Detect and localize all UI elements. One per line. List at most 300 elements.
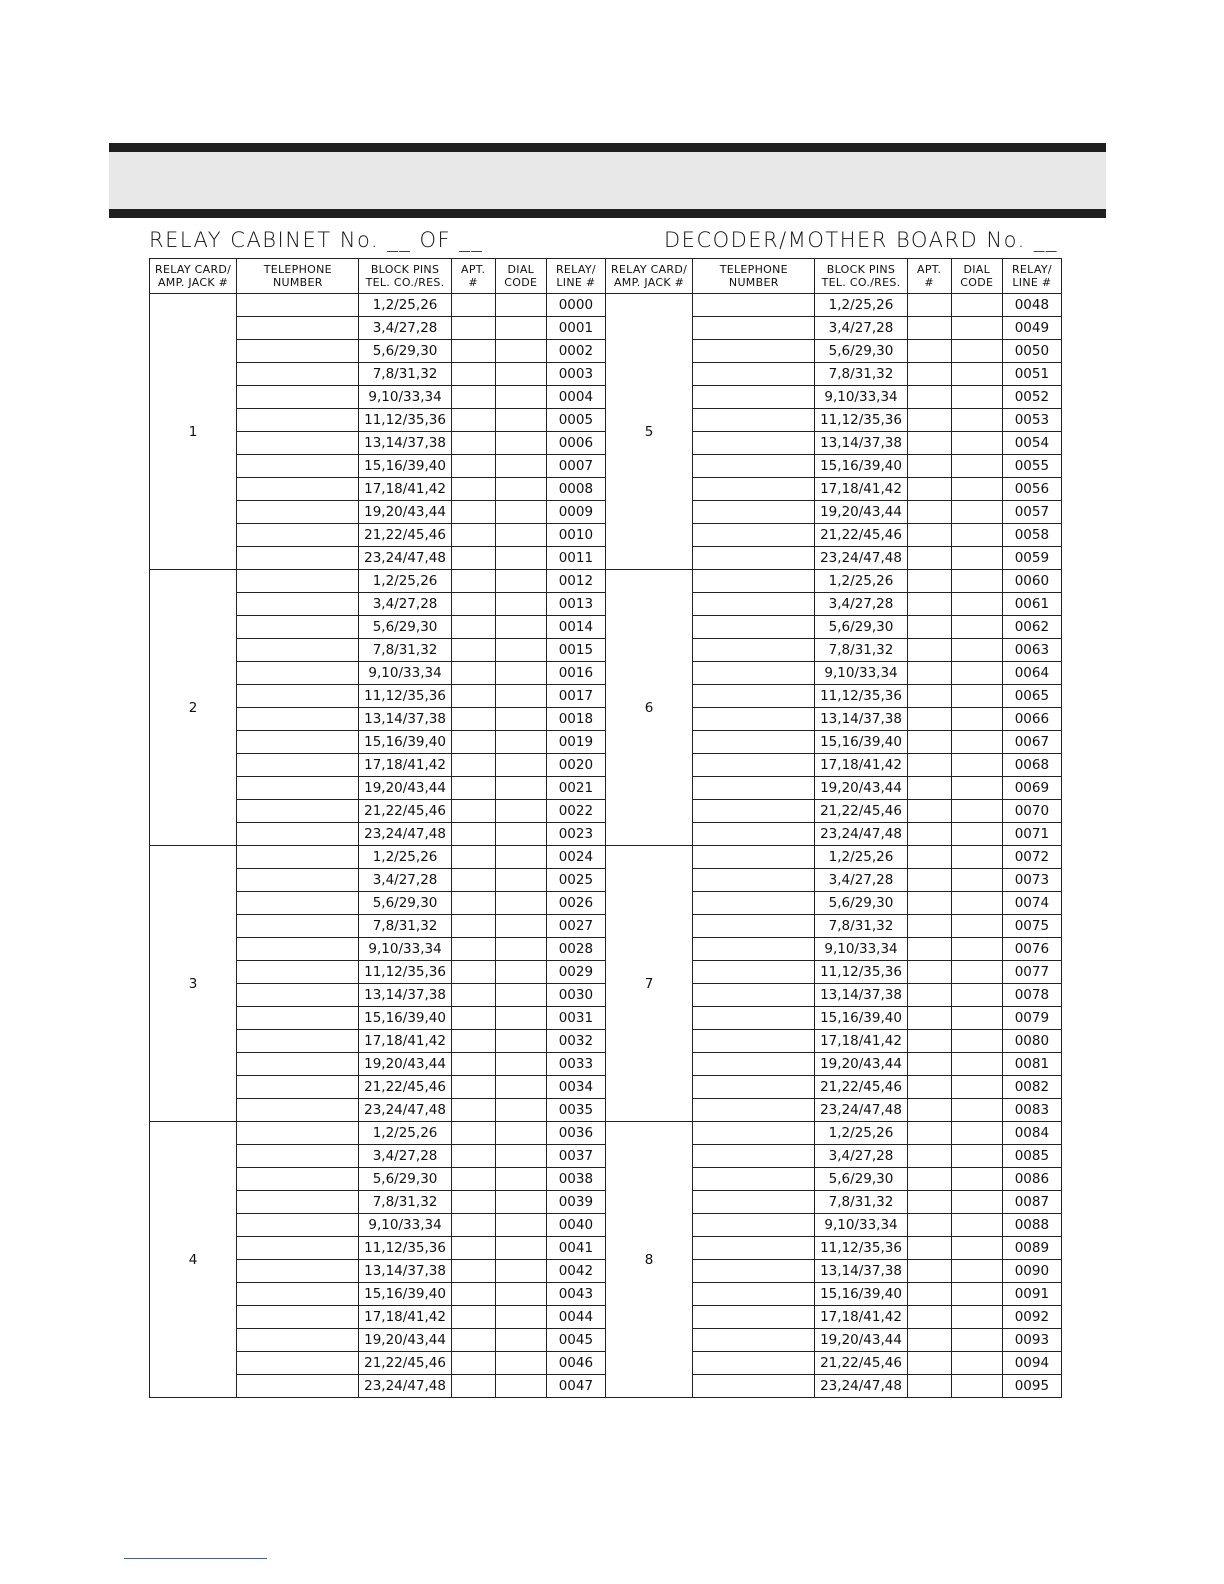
dial-code-field[interactable] — [495, 478, 546, 501]
dial-code-field[interactable] — [951, 754, 1002, 777]
apt-number-field[interactable] — [907, 1237, 951, 1260]
apt-number-field[interactable] — [451, 616, 495, 639]
telephone-number-field[interactable] — [237, 800, 359, 823]
apt-number-field[interactable] — [451, 1007, 495, 1030]
dial-code-field[interactable] — [495, 1283, 546, 1306]
apt-number-field[interactable] — [451, 1283, 495, 1306]
dial-code-field[interactable] — [951, 1122, 1002, 1145]
apt-number-field[interactable] — [451, 846, 495, 869]
dial-code-field[interactable] — [951, 1214, 1002, 1237]
telephone-number-field[interactable] — [237, 524, 359, 547]
dial-code-field[interactable] — [951, 501, 1002, 524]
telephone-number-field[interactable] — [237, 1076, 359, 1099]
apt-number-field[interactable] — [907, 754, 951, 777]
apt-number-field[interactable] — [907, 1306, 951, 1329]
apt-number-field[interactable] — [451, 984, 495, 1007]
apt-number-field[interactable] — [451, 432, 495, 455]
dial-code-field[interactable] — [951, 984, 1002, 1007]
apt-number-field[interactable] — [451, 317, 495, 340]
telephone-number-field[interactable] — [237, 846, 359, 869]
telephone-number-field[interactable] — [693, 1007, 815, 1030]
apt-number-field[interactable] — [907, 294, 951, 317]
apt-number-field[interactable] — [451, 1099, 495, 1122]
dial-code-field[interactable] — [951, 570, 1002, 593]
block-pins-cell: 23,24/47,48 — [815, 823, 907, 846]
telephone-number-field[interactable] — [693, 1122, 815, 1145]
apt-number-field[interactable] — [451, 961, 495, 984]
dial-code-field[interactable] — [951, 1007, 1002, 1030]
apt-number-field[interactable] — [451, 800, 495, 823]
telephone-number-field[interactable] — [693, 708, 815, 731]
relay-line-cell: 0039 — [546, 1191, 605, 1214]
telephone-number-field[interactable] — [693, 547, 815, 570]
telephone-number-field[interactable] — [693, 846, 815, 869]
dial-code-field[interactable] — [495, 570, 546, 593]
telephone-number-field[interactable] — [693, 432, 815, 455]
apt-number-field[interactable] — [907, 432, 951, 455]
apt-number-field[interactable] — [451, 294, 495, 317]
telephone-number-field[interactable] — [693, 317, 815, 340]
dial-code-field[interactable] — [951, 1375, 1002, 1398]
telephone-number-field[interactable] — [237, 455, 359, 478]
dial-code-field[interactable] — [495, 662, 546, 685]
telephone-number-field[interactable] — [237, 708, 359, 731]
apt-number-field[interactable] — [451, 777, 495, 800]
apt-number-field[interactable] — [451, 823, 495, 846]
dial-code-field[interactable] — [495, 1053, 546, 1076]
telephone-number-field[interactable] — [237, 1191, 359, 1214]
dial-code-field[interactable] — [951, 1076, 1002, 1099]
apt-number-field[interactable] — [907, 1053, 951, 1076]
apt-number-field[interactable] — [451, 1260, 495, 1283]
apt-number-field[interactable] — [907, 662, 951, 685]
dial-code-field[interactable] — [495, 846, 546, 869]
telephone-number-field[interactable] — [237, 1237, 359, 1260]
telephone-number-field[interactable] — [237, 501, 359, 524]
table-row — [150, 846, 1062, 869]
telephone-number-field[interactable] — [693, 1168, 815, 1191]
dial-code-field[interactable] — [495, 593, 546, 616]
telephone-number-field[interactable] — [237, 869, 359, 892]
telephone-number-field[interactable] — [237, 593, 359, 616]
dial-code-field[interactable] — [495, 823, 546, 846]
apt-number-field[interactable] — [907, 1122, 951, 1145]
dial-code-field[interactable] — [951, 386, 1002, 409]
telephone-number-field[interactable] — [237, 731, 359, 754]
telephone-number-field[interactable] — [693, 938, 815, 961]
dial-code-field[interactable] — [951, 708, 1002, 731]
apt-number-field[interactable] — [451, 547, 495, 570]
telephone-number-field[interactable] — [237, 294, 359, 317]
apt-number-field[interactable] — [451, 1306, 495, 1329]
apt-number-field[interactable] — [451, 1214, 495, 1237]
dial-code-field[interactable] — [495, 409, 546, 432]
telephone-number-field[interactable] — [693, 1283, 815, 1306]
block-pins-cell: 9,10/33,34 — [815, 662, 907, 685]
apt-number-field[interactable] — [907, 547, 951, 570]
apt-number-field[interactable] — [907, 846, 951, 869]
dial-code-field[interactable] — [951, 1306, 1002, 1329]
apt-number-field[interactable] — [451, 570, 495, 593]
dial-code-field[interactable] — [951, 455, 1002, 478]
dial-code-field[interactable] — [951, 846, 1002, 869]
apt-number-field[interactable] — [451, 1352, 495, 1375]
apt-number-field[interactable] — [451, 662, 495, 685]
telephone-number-field[interactable] — [693, 478, 815, 501]
dial-code-field[interactable] — [495, 317, 546, 340]
apt-number-field[interactable] — [907, 800, 951, 823]
apt-number-field[interactable] — [907, 570, 951, 593]
dial-code-field[interactable] — [951, 294, 1002, 317]
block-pins-cell: 21,22/45,46 — [815, 524, 907, 547]
relay-line-cell: 0025 — [546, 869, 605, 892]
telephone-number-field[interactable] — [693, 1053, 815, 1076]
apt-number-field[interactable] — [907, 1191, 951, 1214]
telephone-number-field[interactable] — [237, 409, 359, 432]
telephone-number-field[interactable] — [693, 984, 815, 1007]
dial-code-field[interactable] — [495, 685, 546, 708]
dial-code-field[interactable] — [495, 1007, 546, 1030]
dial-code-field[interactable] — [951, 915, 1002, 938]
telephone-number-field[interactable] — [237, 1375, 359, 1398]
apt-number-field[interactable] — [907, 340, 951, 363]
telephone-number-field[interactable] — [237, 1122, 359, 1145]
apt-number-field[interactable] — [451, 915, 495, 938]
dial-code-field[interactable] — [951, 1283, 1002, 1306]
telephone-number-field[interactable] — [237, 1260, 359, 1283]
telephone-number-field[interactable] — [237, 938, 359, 961]
telephone-number-field[interactable] — [237, 915, 359, 938]
apt-number-field[interactable] — [907, 938, 951, 961]
telephone-number-field[interactable] — [693, 1306, 815, 1329]
apt-number-field[interactable] — [907, 1352, 951, 1375]
apt-number-field[interactable] — [451, 639, 495, 662]
apt-number-field[interactable] — [907, 1283, 951, 1306]
telephone-number-field[interactable] — [237, 823, 359, 846]
apt-number-field[interactable] — [907, 1375, 951, 1398]
dial-code-field[interactable] — [951, 1352, 1002, 1375]
dial-code-field[interactable] — [495, 731, 546, 754]
dial-code-field[interactable] — [495, 639, 546, 662]
telephone-number-field[interactable] — [693, 892, 815, 915]
apt-number-field[interactable] — [907, 616, 951, 639]
apt-number-field[interactable] — [451, 455, 495, 478]
telephone-number-field[interactable] — [693, 1191, 815, 1214]
apt-number-field[interactable] — [907, 363, 951, 386]
apt-number-field[interactable] — [907, 869, 951, 892]
dial-code-field[interactable] — [495, 524, 546, 547]
apt-number-field[interactable] — [451, 1076, 495, 1099]
dial-code-field[interactable] — [495, 1352, 546, 1375]
telephone-number-field[interactable] — [237, 432, 359, 455]
telephone-number-field[interactable] — [237, 317, 359, 340]
telephone-number-field[interactable] — [237, 984, 359, 1007]
dial-code-field[interactable] — [951, 892, 1002, 915]
apt-number-field[interactable] — [451, 1053, 495, 1076]
dial-code-field[interactable] — [951, 961, 1002, 984]
apt-number-field[interactable] — [451, 938, 495, 961]
block-pins-cell: 19,20/43,44 — [359, 777, 451, 800]
dial-code-field[interactable] — [951, 1053, 1002, 1076]
dial-code-field[interactable] — [495, 961, 546, 984]
telephone-number-field[interactable] — [693, 294, 815, 317]
apt-number-field[interactable] — [907, 984, 951, 1007]
apt-number-field[interactable] — [451, 731, 495, 754]
dial-code-field[interactable] — [951, 800, 1002, 823]
dial-code-field[interactable] — [495, 1168, 546, 1191]
telephone-number-field[interactable] — [237, 340, 359, 363]
telephone-number-field[interactable] — [237, 363, 359, 386]
dial-code-field[interactable] — [495, 1237, 546, 1260]
telephone-number-field[interactable] — [693, 662, 815, 685]
apt-number-field[interactable] — [451, 363, 495, 386]
dial-code-field[interactable] — [951, 1191, 1002, 1214]
telephone-number-field[interactable] — [237, 616, 359, 639]
telephone-number-field[interactable] — [237, 1283, 359, 1306]
telephone-number-field[interactable] — [237, 570, 359, 593]
apt-number-field[interactable] — [451, 892, 495, 915]
telephone-number-field[interactable] — [237, 1145, 359, 1168]
dial-code-field[interactable] — [495, 1030, 546, 1053]
apt-number-field[interactable] — [907, 1329, 951, 1352]
dial-code-field[interactable] — [495, 1099, 546, 1122]
dial-code-field[interactable] — [495, 1214, 546, 1237]
telephone-number-field[interactable] — [237, 892, 359, 915]
telephone-number-field[interactable] — [693, 639, 815, 662]
dial-code-field[interactable] — [951, 1237, 1002, 1260]
dial-code-field[interactable] — [495, 984, 546, 1007]
dial-code-field[interactable] — [495, 1329, 546, 1352]
dial-code-field[interactable] — [495, 432, 546, 455]
dial-code-field[interactable] — [495, 386, 546, 409]
telephone-number-field[interactable] — [693, 1214, 815, 1237]
dial-code-field[interactable] — [495, 800, 546, 823]
apt-number-field[interactable] — [451, 869, 495, 892]
dial-code-field[interactable] — [495, 363, 546, 386]
apt-number-field[interactable] — [907, 731, 951, 754]
apt-number-field[interactable] — [907, 478, 951, 501]
telephone-number-field[interactable] — [237, 547, 359, 570]
dial-code-field[interactable] — [951, 478, 1002, 501]
apt-number-field[interactable] — [907, 593, 951, 616]
dial-code-field[interactable] — [951, 616, 1002, 639]
telephone-number-field[interactable] — [237, 639, 359, 662]
dial-code-field[interactable] — [951, 593, 1002, 616]
dial-code-field[interactable] — [495, 892, 546, 915]
dial-code-field[interactable] — [951, 1030, 1002, 1053]
telephone-number-field[interactable] — [693, 501, 815, 524]
telephone-number-field[interactable] — [237, 1306, 359, 1329]
dial-code-field[interactable] — [495, 547, 546, 570]
apt-number-field[interactable] — [907, 823, 951, 846]
dial-code-field[interactable] — [951, 1168, 1002, 1191]
dial-code-field[interactable] — [495, 340, 546, 363]
telephone-number-field[interactable] — [693, 616, 815, 639]
relay-line-cell: 0088 — [1002, 1214, 1061, 1237]
apt-number-field[interactable] — [451, 593, 495, 616]
apt-number-field[interactable] — [907, 777, 951, 800]
dial-code-field[interactable] — [495, 1076, 546, 1099]
dial-code-field[interactable] — [495, 1122, 546, 1145]
apt-number-field[interactable] — [907, 961, 951, 984]
telephone-number-field[interactable] — [693, 1030, 815, 1053]
telephone-number-field[interactable] — [693, 455, 815, 478]
dial-code-field[interactable] — [951, 823, 1002, 846]
dial-code-field[interactable] — [951, 731, 1002, 754]
telephone-number-field[interactable] — [237, 961, 359, 984]
telephone-number-field[interactable] — [693, 524, 815, 547]
telephone-number-field[interactable] — [693, 1145, 815, 1168]
telephone-number-field[interactable] — [693, 1375, 815, 1398]
dial-code-field[interactable] — [951, 1260, 1002, 1283]
apt-number-field[interactable] — [907, 1260, 951, 1283]
dial-code-field[interactable] — [951, 409, 1002, 432]
dial-code-field[interactable] — [495, 777, 546, 800]
telephone-number-field[interactable] — [693, 409, 815, 432]
telephone-number-field[interactable] — [693, 777, 815, 800]
telephone-number-field[interactable] — [237, 754, 359, 777]
apt-number-field[interactable] — [907, 524, 951, 547]
telephone-number-field[interactable] — [693, 731, 815, 754]
apt-number-field[interactable] — [907, 1168, 951, 1191]
telephone-number-field[interactable] — [693, 340, 815, 363]
apt-number-field[interactable] — [451, 1168, 495, 1191]
dial-code-field[interactable] — [951, 639, 1002, 662]
dial-code-field[interactable] — [495, 1306, 546, 1329]
dial-code-field[interactable] — [951, 1145, 1002, 1168]
dial-code-field[interactable] — [951, 869, 1002, 892]
telephone-number-field[interactable] — [693, 593, 815, 616]
dial-code-field[interactable] — [951, 1329, 1002, 1352]
telephone-number-field[interactable] — [237, 478, 359, 501]
telephone-number-field[interactable] — [693, 754, 815, 777]
dial-code-field[interactable] — [951, 685, 1002, 708]
telephone-number-field[interactable] — [237, 1168, 359, 1191]
dial-code-field[interactable] — [495, 938, 546, 961]
apt-number-field[interactable] — [451, 1030, 495, 1053]
apt-number-field[interactable] — [451, 1237, 495, 1260]
telephone-number-field[interactable] — [237, 777, 359, 800]
apt-number-field[interactable] — [907, 892, 951, 915]
telephone-number-field[interactable] — [237, 1352, 359, 1375]
dial-code-field[interactable] — [951, 1099, 1002, 1122]
apt-number-field[interactable] — [907, 1007, 951, 1030]
apt-number-field[interactable] — [451, 1191, 495, 1214]
telephone-number-field[interactable] — [693, 386, 815, 409]
apt-number-field[interactable] — [907, 685, 951, 708]
dial-code-field[interactable] — [495, 1375, 546, 1398]
telephone-number-field[interactable] — [693, 869, 815, 892]
apt-number-field[interactable] — [451, 501, 495, 524]
telephone-number-field[interactable] — [693, 363, 815, 386]
dial-code-field[interactable] — [495, 616, 546, 639]
telephone-number-field[interactable] — [237, 386, 359, 409]
apt-number-field[interactable] — [451, 478, 495, 501]
dial-code-field[interactable] — [951, 938, 1002, 961]
apt-number-field[interactable] — [907, 455, 951, 478]
dial-code-field[interactable] — [951, 432, 1002, 455]
dial-code-field[interactable] — [495, 708, 546, 731]
telephone-number-field[interactable] — [693, 1099, 815, 1122]
apt-number-field[interactable] — [451, 524, 495, 547]
apt-number-field[interactable] — [907, 1214, 951, 1237]
apt-number-field[interactable] — [451, 1375, 495, 1398]
telephone-number-field[interactable] — [693, 915, 815, 938]
dial-code-field[interactable] — [951, 777, 1002, 800]
telephone-number-field[interactable] — [693, 570, 815, 593]
dial-code-field[interactable] — [951, 363, 1002, 386]
telephone-number-field[interactable] — [693, 961, 815, 984]
dial-code-field[interactable] — [951, 662, 1002, 685]
telephone-number-field[interactable] — [237, 1053, 359, 1076]
apt-number-field[interactable] — [907, 386, 951, 409]
apt-number-field[interactable] — [907, 1076, 951, 1099]
apt-number-field[interactable] — [907, 1145, 951, 1168]
apt-number-field[interactable] — [907, 317, 951, 340]
apt-number-field[interactable] — [451, 1145, 495, 1168]
dial-code-field[interactable] — [495, 754, 546, 777]
telephone-number-field[interactable] — [693, 1260, 815, 1283]
apt-number-field[interactable] — [907, 708, 951, 731]
dial-code-field[interactable] — [951, 547, 1002, 570]
apt-number-field[interactable] — [907, 1099, 951, 1122]
dial-code-field[interactable] — [951, 524, 1002, 547]
block-pins-cell: 7,8/31,32 — [359, 639, 451, 662]
telephone-number-field[interactable] — [237, 1007, 359, 1030]
apt-number-field[interactable] — [907, 639, 951, 662]
dial-code-field[interactable] — [495, 1260, 546, 1283]
telephone-number-field[interactable] — [693, 800, 815, 823]
dial-code-field[interactable] — [495, 1191, 546, 1214]
telephone-number-field[interactable] — [693, 823, 815, 846]
telephone-number-field[interactable] — [237, 1030, 359, 1053]
dial-code-field[interactable] — [951, 340, 1002, 363]
dial-code-field[interactable] — [495, 501, 546, 524]
telephone-number-field[interactable] — [237, 1214, 359, 1237]
apt-number-field[interactable] — [451, 708, 495, 731]
apt-number-field[interactable] — [451, 685, 495, 708]
apt-number-field[interactable] — [451, 754, 495, 777]
telephone-number-field[interactable] — [693, 685, 815, 708]
apt-number-field[interactable] — [451, 409, 495, 432]
apt-number-field[interactable] — [451, 340, 495, 363]
telephone-number-field[interactable] — [693, 1237, 815, 1260]
apt-number-field[interactable] — [451, 1122, 495, 1145]
dial-code-field[interactable] — [951, 317, 1002, 340]
apt-number-field[interactable] — [451, 386, 495, 409]
dial-code-field[interactable] — [495, 455, 546, 478]
telephone-number-field[interactable] — [237, 685, 359, 708]
apt-number-field[interactable] — [907, 1030, 951, 1053]
apt-number-field[interactable] — [451, 1329, 495, 1352]
dial-code-field[interactable] — [495, 294, 546, 317]
telephone-number-field[interactable] — [693, 1352, 815, 1375]
telephone-number-field[interactable] — [237, 1099, 359, 1122]
apt-number-field[interactable] — [907, 409, 951, 432]
telephone-number-field[interactable] — [237, 1329, 359, 1352]
dial-code-field[interactable] — [495, 915, 546, 938]
dial-code-field[interactable] — [495, 1145, 546, 1168]
relay-card-group: 5 — [605, 294, 692, 570]
telephone-number-field[interactable] — [693, 1076, 815, 1099]
apt-number-field[interactable] — [907, 501, 951, 524]
apt-number-field[interactable] — [907, 915, 951, 938]
telephone-number-field[interactable] — [693, 1329, 815, 1352]
telephone-number-field[interactable] — [237, 662, 359, 685]
block-pins-cell: 9,10/33,34 — [815, 386, 907, 409]
dial-code-field[interactable] — [495, 869, 546, 892]
relay-line-cell: 0019 — [546, 731, 605, 754]
